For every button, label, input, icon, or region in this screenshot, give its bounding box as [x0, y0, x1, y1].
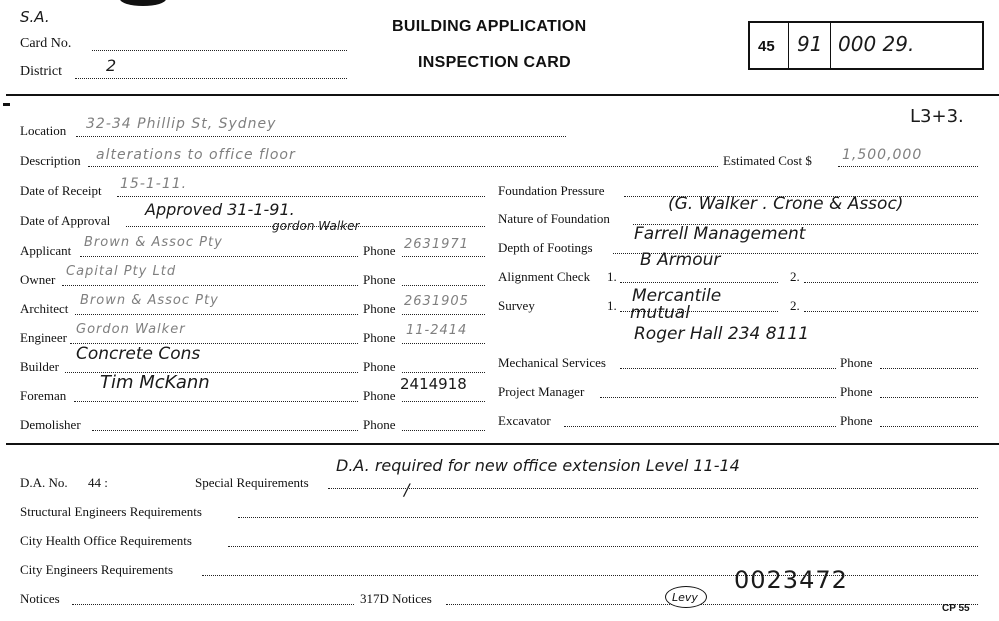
project-manager-phone-label: Phone [840, 384, 873, 399]
city-engineers-label: City Engineers Requirements [20, 562, 174, 577]
levy-label: Levy [672, 591, 698, 604]
demolisher-phone-label: Phone [363, 417, 396, 432]
architect-line [75, 314, 358, 315]
description-label: Description [20, 153, 81, 168]
description-line [88, 166, 718, 167]
structural-engineers-label: Structural Engineers Requirements [20, 504, 202, 519]
foreman-phone-label: Phone [363, 388, 396, 403]
location-line [76, 136, 566, 137]
district-value: 2 [106, 56, 117, 75]
architect-phone: 2631905 [404, 294, 469, 309]
survey-value: Mercantile [632, 286, 722, 306]
notices-317d-line [446, 604, 978, 605]
alignment-check-label: Alignment Check [498, 269, 591, 284]
project-manager-label: Project Manager [498, 384, 585, 399]
foreman-phone: 2414918 [400, 375, 467, 393]
architect-value: Brown & Assoc Pty [80, 293, 219, 308]
middle-rule [6, 443, 999, 445]
excavator-phone-line [880, 426, 978, 427]
district-label: District [20, 64, 62, 79]
rule-tick [3, 103, 10, 106]
mechanical-services-line [620, 368, 836, 369]
description-value: alterations to office floor [96, 147, 296, 163]
number-box-2 [788, 23, 831, 68]
foreman-line [74, 401, 358, 402]
levy-stamp [665, 586, 707, 608]
levy-value: 0023472 [734, 566, 848, 594]
approval-note: gordon Walker [272, 219, 360, 233]
estimated-cost-value: 1,500,000 [842, 147, 923, 163]
builder-phone-label: Phone [363, 359, 396, 374]
mechanical-services-label: Mechanical Services [498, 355, 606, 370]
applicant-phone-label: Phone [363, 243, 396, 258]
engineer-phone: 11-2414 [406, 323, 468, 338]
receipt-value: 15-1-11. [120, 176, 188, 192]
structural-engineers-line [238, 517, 978, 518]
owner-label: Owner [20, 272, 56, 287]
scan-mark [120, 0, 166, 6]
foreman-label: Foreman [20, 388, 67, 403]
receipt-line [117, 196, 485, 197]
da-no-label: D.A. No. [20, 475, 68, 490]
builder-label: Builder [20, 359, 59, 374]
engineer-phone-line [402, 343, 485, 344]
city-health-label: City Health Office Requirements [20, 533, 192, 548]
depth-of-footings-label: Depth of Footings [498, 240, 593, 255]
form-title-line2: INSPECTION CARD [418, 54, 571, 71]
notices-label: Notices [20, 591, 60, 606]
demolisher-label: Demolisher [20, 417, 81, 432]
alignment-line-2 [804, 282, 978, 283]
depth-of-footings-value: Farrell Management [634, 224, 806, 244]
foreman-phone-line [402, 401, 485, 402]
survey-value-2: mutual [630, 303, 690, 323]
builder-phone-line [402, 372, 485, 373]
alignment-check-value: B Armour [640, 250, 721, 270]
applicant-value: Brown & Assoc Pty [84, 235, 223, 250]
nature-of-foundation-label: Nature of Foundation [498, 211, 610, 226]
builder-value: Concrete Cons [76, 344, 201, 364]
demolisher-line [92, 430, 358, 431]
top-rule [6, 94, 999, 96]
notices-317d-label: 317D Notices [360, 591, 432, 606]
special-requirements-value: D.A. required for new office extension Level 11-14 [336, 456, 740, 475]
applicant-phone: 2631971 [404, 237, 469, 252]
foundation-pressure-label: Foundation Pressure [498, 183, 605, 198]
survey-value-3: Roger Hall 234 8111 [634, 324, 810, 344]
applicant-label: Applicant [20, 243, 72, 258]
survey-num-1: 1. [607, 298, 617, 313]
mechanical-phone-label: Phone [840, 355, 873, 370]
owner-phone-line [402, 285, 485, 286]
location-code: L3+3. [910, 106, 964, 127]
owner-line [62, 285, 358, 286]
engineer-phone-label: Phone [363, 330, 396, 345]
applicant-line [80, 256, 358, 257]
alignment-line-1 [620, 282, 778, 283]
demolisher-phone-line [402, 430, 485, 431]
survey-label: Survey [498, 298, 535, 313]
estimated-cost-line [838, 166, 978, 167]
mechanical-phone-line [880, 368, 978, 369]
nature-of-foundation-value: (G. Walker . Crone & Assoc) [668, 194, 904, 214]
form-code: CP 55 [942, 603, 970, 614]
special-requirements-line [328, 488, 978, 489]
city-health-line [228, 546, 978, 547]
project-manager-phone-line [880, 397, 978, 398]
alignment-num-1: 1. [607, 269, 617, 284]
special-requirements-mark: / [404, 480, 410, 499]
survey-line-2 [804, 311, 978, 312]
form-title-line1: BUILDING APPLICATION [392, 18, 587, 35]
excavator-line [564, 426, 836, 427]
approval-value: Approved 31-1-91. [145, 200, 295, 219]
da-no-value: 44 : [88, 475, 108, 490]
card-no-line [92, 50, 347, 51]
notices-line [72, 604, 354, 605]
excavator-phone-label: Phone [840, 413, 873, 428]
foreman-value: Tim McKann [100, 372, 210, 393]
card-no-label: Card No. [20, 36, 72, 51]
engineer-value: Gordon Walker [76, 322, 186, 337]
city-engineers-line [202, 575, 978, 576]
card-number-boxes [748, 21, 984, 70]
alignment-num-2: 2. [790, 269, 800, 284]
number-box-3 [830, 23, 982, 68]
special-requirements-label: Special Requirements [195, 475, 309, 490]
survey-num-2: 2. [790, 298, 800, 313]
engineer-label: Engineer [20, 330, 67, 345]
applicant-phone-line [402, 256, 485, 257]
excavator-label: Excavator [498, 413, 551, 428]
number-box-1 [750, 23, 789, 68]
estimated-cost-label: Estimated Cost $ [723, 153, 812, 168]
approval-label: Date of Approval [20, 213, 111, 228]
architect-phone-line [402, 314, 485, 315]
owner-phone-label: Phone [363, 272, 396, 287]
number-box-1-text: 45 [758, 38, 775, 55]
number-box-3-text: 000 29. [838, 32, 915, 56]
district-line [75, 78, 347, 79]
location-label: Location [20, 123, 67, 138]
stamp-text: S.A. [20, 8, 50, 26]
number-box-2-text: 91 [797, 32, 823, 56]
receipt-label: Date of Receipt [20, 183, 102, 198]
architect-phone-label: Phone [363, 301, 396, 316]
owner-value: Capital Pty Ltd [66, 264, 177, 279]
project-manager-line [600, 397, 836, 398]
architect-label: Architect [20, 301, 69, 316]
location-value: 32-34 Phillip St, Sydney [86, 116, 277, 132]
